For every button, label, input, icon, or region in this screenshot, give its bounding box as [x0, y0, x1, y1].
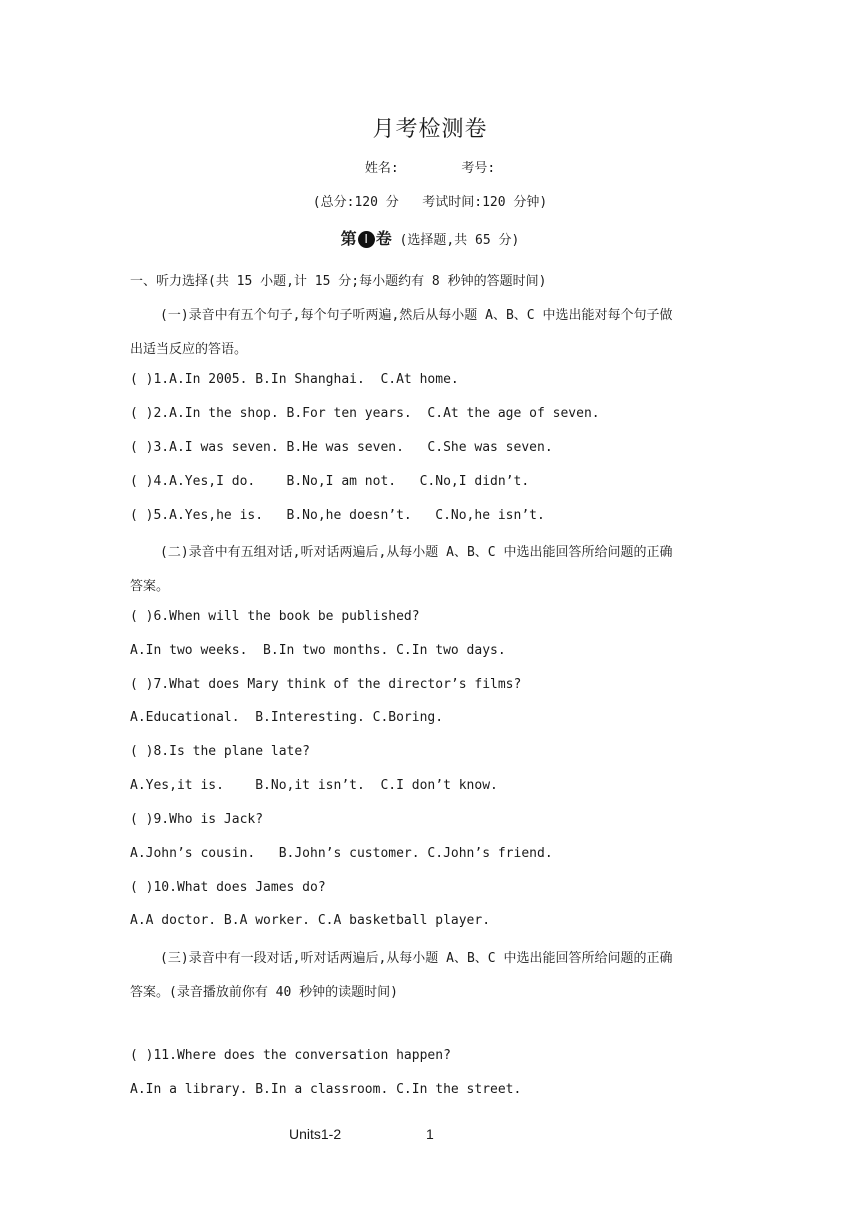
- exam-meta: (总分:120 分 考试时间:120 分钟): [312, 195, 548, 210]
- instruction-text: 出适当反应的答语。: [130, 342, 248, 357]
- instruction-text: (二)录音中有五组对话,听对话两遍后,从每小题 A、B、C 中选出能回答所给问题的正确: [160, 545, 673, 560]
- question-item: ( )2.A.In the shop. B.For ten years. C.At the age of seven.: [130, 406, 600, 421]
- instruction-text: 答案。: [130, 579, 170, 594]
- section-heading: 一、听力选择(共 15 小题,计 15 分;每小题约有 8 秒钟的答题时间): [130, 274, 547, 289]
- exam-number-label: 考号:: [461, 161, 496, 176]
- question-item: ( )1.A.In 2005. B.In Shanghai. C.At home.: [130, 372, 459, 387]
- part-number-badge: Ⅰ: [358, 231, 375, 248]
- answer-options: A.A doctor. B.A worker. C.A basketball player.: [130, 913, 491, 928]
- page-title: 月考检测卷: [372, 117, 488, 142]
- question-item: ( )9.Who is Jack?: [130, 812, 264, 827]
- answer-options: A.In a library. B.In a classroom. C.In the street.: [130, 1082, 522, 1097]
- student-info-line: [0, 157, 860, 176]
- instruction-text: (一)录音中有五个句子,每个句子听两遍,然后从每小题 A、B、C 中选出能对每个句子做: [160, 308, 673, 323]
- answer-options: A.John’s cousin. B.John’s customer. C.John’s friend.: [130, 846, 553, 861]
- part-heading: [0, 226, 860, 249]
- question-item: ( )6.When will the book be published?: [130, 609, 420, 624]
- instruction-text: (三)录音中有一段对话,听对话两遍后,从每小题 A、B、C 中选出能回答所给问题的正确: [160, 951, 673, 966]
- question-item: ( )11.Where does the conversation happen?: [130, 1048, 451, 1063]
- question-item: ( )4.A.Yes,I do. B.No,I am not. C.No,I didn’t.: [130, 474, 530, 489]
- question-item: ( )8.Is the plane late?: [130, 744, 311, 759]
- footer-unit: Units1-2: [289, 1126, 342, 1142]
- part-description: (选择题,共 65 分): [399, 233, 520, 248]
- answer-options: A.In two weeks. B.In two months. C.In two days.: [130, 643, 506, 658]
- question-item: ( )3.A.I was seven. B.He was seven. C.She was seven.: [130, 440, 553, 455]
- name-label: 姓名:: [364, 161, 399, 176]
- question-item: ( )7.What does Mary think of the director’s films?: [130, 677, 522, 692]
- question-item: ( )5.A.Yes,he is. B.No,he doesn’t. C.No,he isn’t.: [130, 508, 545, 523]
- answer-options: A.Yes,it is. B.No,it isn’t. C.I don’t know.: [130, 778, 498, 793]
- answer-options: A.Educational. B.Interesting. C.Boring.: [130, 710, 444, 725]
- part-prefix: 第: [340, 229, 357, 248]
- page-number: 1: [426, 1126, 434, 1142]
- question-item: ( )10.What does James do?: [130, 880, 326, 895]
- instruction-text: 答案。(录音播放前你有 40 秒钟的读题时间): [130, 985, 398, 1000]
- part-suffix: 卷: [375, 229, 392, 248]
